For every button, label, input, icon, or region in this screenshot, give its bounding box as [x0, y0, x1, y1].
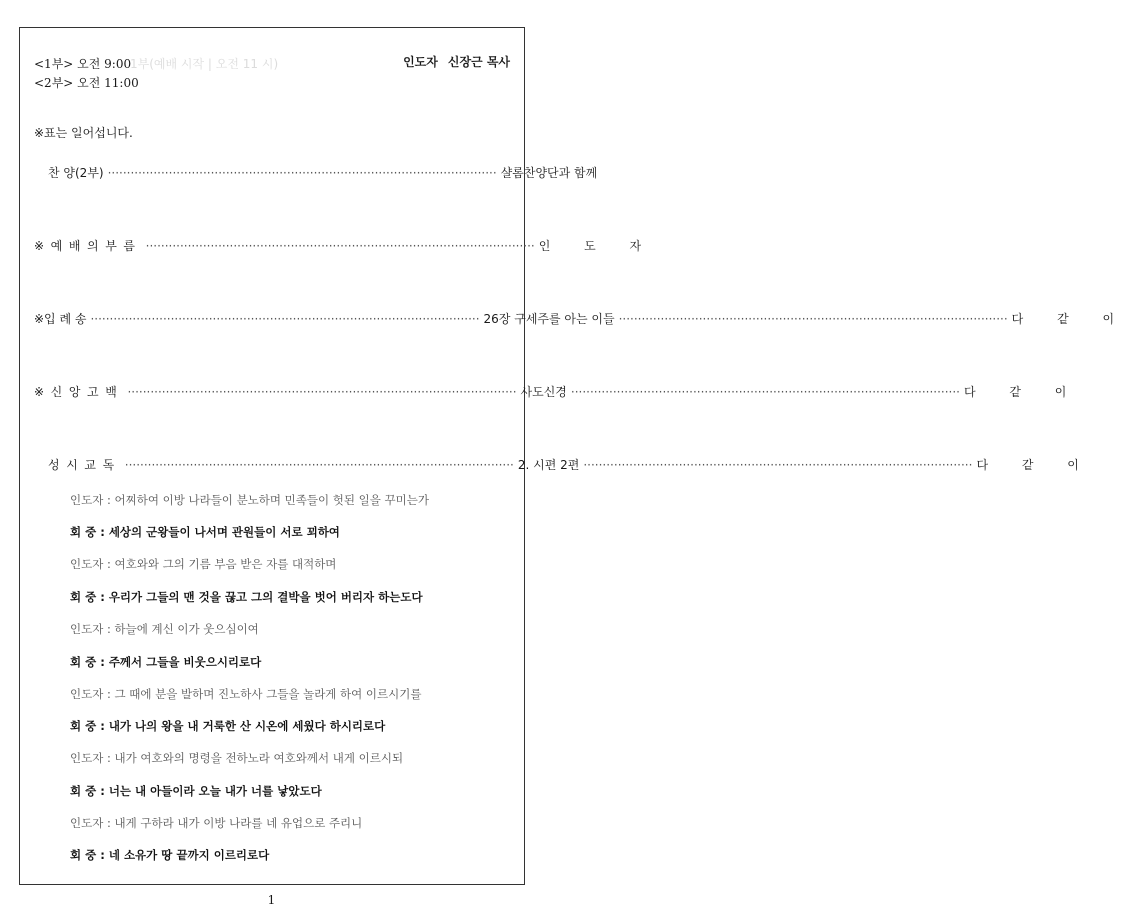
service-row-confession: [34, 383, 1082, 400]
standing-note: ※표는 일어섭니다.: [34, 126, 133, 140]
service-item-performer: 인 도 자: [538, 239, 657, 253]
service-row-responsive-reading: [34, 456, 1094, 473]
leader-dots: ······································································································: [90, 311, 480, 326]
leader-dots: ······································································································: [124, 457, 514, 472]
reading-line-congregation: 회 중 : 우리가 그들의 맨 것을 끊고 그의 결박을 벗어 버리자 하는도다: [70, 590, 423, 604]
reading-line-congregation: 회 중 : 네 소유가 땅 끝까지 이르리로다: [70, 848, 270, 862]
page-number: 1: [267, 893, 276, 907]
bulletin-page: [19, 27, 1129, 885]
leader-dots: ······································································································: [618, 311, 1008, 326]
reading-line-congregation: 회 중 : 세상의 군왕들이 나서며 관원들이 서로 꾀하여: [70, 525, 340, 539]
reading-line-leader: 인도자 : 그 때에 분을 발하며 진노하사 그들을 놀라게 하여 이르시기를: [70, 687, 422, 701]
service-item-detail: 사도신경: [520, 385, 567, 399]
service-item-detail: 26장 구세주를 아는 이들: [483, 312, 615, 326]
service-item-performer: 다 같 이: [976, 458, 1094, 472]
leader-dots: ······································································································: [570, 384, 960, 399]
leader-dots: ······································································································: [145, 238, 535, 253]
reading-line-leader: 인도자 : 하늘에 계신 이가 웃으심이여: [70, 622, 259, 636]
service-item-performer: 다 같 이: [1011, 312, 1129, 326]
service-item-label: 성시교독: [48, 458, 121, 472]
service-item-label: ※예배의부름: [34, 239, 142, 253]
leader-name: 신장근 목사: [447, 55, 510, 69]
leader-dots: ······································································································: [107, 165, 497, 180]
reading-line-congregation: 회 중 : 내가 나의 왕을 내 거룩한 산 시온에 세웠다 하시리로다: [70, 719, 386, 733]
reading-line-leader: 인도자 : 여호와와 그의 기름 부음 받은 자를 대적하며: [70, 557, 337, 571]
leader-dots: ······································································································: [127, 384, 517, 399]
leader-info: [403, 53, 510, 70]
reading-line-congregation: 회 중 : 주께서 그들을 비웃으시리로다: [70, 655, 262, 669]
reading-line-congregation: 회 중 : 너는 내 아들이라 오늘 내가 너를 낳았도다: [70, 784, 322, 798]
reading-line-leader: 인도자 : 내가 여호와의 명령을 전하노라 여호와께서 내게 이르시되: [70, 751, 404, 765]
service-row-call-to-worship: [34, 237, 657, 254]
schedule-part1: <1부> 오전 9:00: [34, 57, 132, 71]
service-item-label: 찬 양(2부): [48, 166, 104, 180]
reading-line-leader: 인도자 : 어찌하여 이방 나라들이 분노하며 민족들이 헛된 일을 꾸미는가: [70, 493, 429, 507]
service-item-label: ※신앙고백: [34, 385, 124, 399]
leader-label: 인도자: [403, 55, 438, 69]
schedule-part2: <2부> 오전 11:00: [34, 76, 139, 90]
leader-dots: ······································································································: [583, 457, 973, 472]
reading-line-leader: 인도자 : 내게 구하라 내가 이방 나라를 네 유업으로 주리니: [70, 816, 363, 830]
service-item-detail: 2. 시편 2편: [517, 458, 580, 472]
service-item-performer: 다 같 이: [963, 385, 1082, 399]
service-item-performer: 샬롬찬양단과 함께: [500, 166, 598, 180]
service-item-label: ※입 례 송: [34, 312, 87, 326]
service-row-entrance-hymn: [34, 310, 1129, 327]
service-row-praise: [34, 164, 598, 181]
faint-background-text: 1부(예배 시작 | 오전 11 시): [130, 57, 279, 71]
